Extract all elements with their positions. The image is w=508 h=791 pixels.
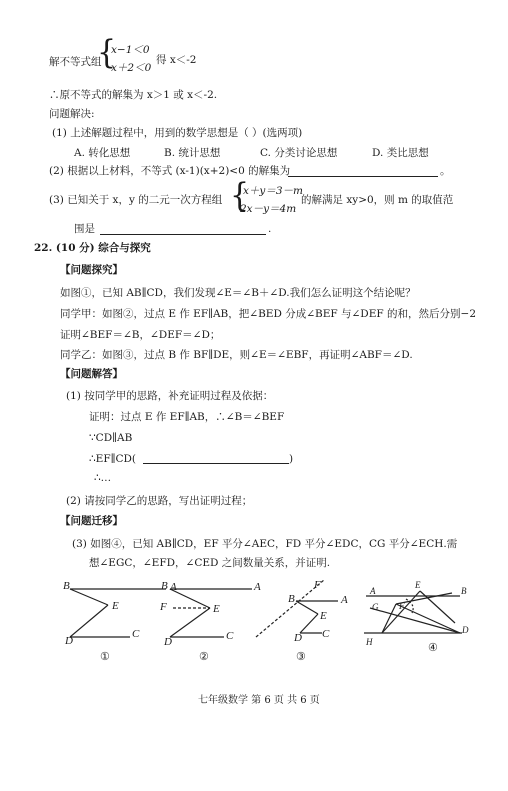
figure-2-label: ② [199, 651, 209, 663]
svg-text:B: B [461, 586, 467, 596]
svg-text:D: D [462, 625, 469, 635]
q22-sub1: (1) 按同学甲的思路，补充证明过程及依据： [66, 390, 274, 402]
figure-4-label: ④ [428, 642, 438, 654]
answer-blank-q2 [288, 176, 438, 177]
svg-text:F: F [314, 579, 321, 591]
figures-area [60, 575, 480, 665]
svg-text:E: E [112, 600, 119, 612]
svg-text:F: F [399, 601, 405, 611]
figure-3-label: ③ [296, 651, 306, 663]
section-problem-explore: 【问题探究】 [60, 264, 123, 276]
svg-text:B: B [63, 580, 70, 592]
option-b: B. 统计思想 [164, 147, 221, 159]
sys1-eq1: x−1＜0 [111, 44, 150, 56]
question-3-cont: 的解满足 xy>0，则 m 的取值范 [301, 194, 454, 206]
figure-3 [256, 579, 348, 663]
proof-reason-blank [143, 463, 289, 464]
solve-label: 解不等式组 [49, 56, 102, 68]
sys2-eq2: 2x－y＝4m [240, 203, 297, 215]
section-problem-answer: 【问题解答】 [60, 368, 123, 380]
svg-text:E: E [415, 580, 421, 590]
proof-line3: ∴EF∥CD( [89, 453, 137, 465]
q22-sub2: (2) 请按同学乙的思路，写出证明过程； [66, 495, 253, 507]
q22-sub3-line1: (3) 如图④，已知 AB∥CD，EF 平分∠AEC，FD 平分∠EDC，CG 平分∠ECH.需 [72, 538, 458, 550]
q22-sub3-line2: 想∠EGC，∠EFD，∠CED 之间数量关系，并证明. [89, 557, 331, 569]
answer-blank-q3 [100, 234, 266, 235]
q22-para2: 同学甲：如图②，过点 E 作 EF∥AB，把∠BED 分成∠BEF 与∠DEF 的和，然后分别−2 [60, 308, 476, 320]
option-d: D. 类比思想 [372, 147, 429, 159]
question-3-range: 围是 [74, 223, 95, 235]
question-3: (3) 已知关于 x，y 的二元一次方程组 [49, 194, 223, 206]
svg-text:D: D [164, 636, 172, 648]
sys2-eq1: x＋y＝3－m [243, 185, 303, 197]
svg-text:A: A [341, 594, 348, 606]
svg-text:H: H [366, 637, 373, 647]
svg-text:D: D [65, 635, 73, 647]
proof-line4: ∴… [94, 472, 112, 484]
question-1: (1) 上述解题过程中，用到的数学思想是（ ）(选两项) [52, 127, 303, 139]
svg-text:B: B [288, 593, 295, 605]
svg-text:C: C [132, 628, 140, 640]
svg-text:E: E [213, 603, 220, 615]
svg-text:A: A [370, 586, 376, 596]
conclusion-line: ∴原不等式的解集为 x＞1 或 x＜-2. [49, 89, 218, 101]
figure-1-label: ① [100, 651, 110, 663]
proof-line1: 证明：过点 E 作 EF∥AB，∴∠B＝∠BEF [89, 411, 285, 423]
svg-text:B: B [161, 580, 168, 592]
svg-text:C: C [322, 628, 330, 640]
q22-para3: 证明∠BEF＝∠B，∠DEF＝∠D； [60, 329, 221, 341]
problem-solving-heading: 问题解决: [49, 108, 95, 120]
sys1-result: 得 x＜-2 [156, 54, 197, 66]
svg-text:A: A [254, 581, 261, 593]
system2-brace: { [230, 176, 250, 215]
figure-4 [364, 580, 469, 654]
section-problem-transfer: 【问题迁移】 [60, 515, 123, 527]
q22-para1: 如图①，已知 AB∥CD，我们发现∠E＝∠B＋∠D.我们怎么证明这个结论呢？ [60, 287, 416, 299]
svg-text:D: D [294, 632, 302, 644]
figure-1 [63, 580, 177, 663]
svg-text:E: E [320, 610, 327, 622]
svg-text:A: A [170, 581, 177, 593]
option-a: A. 转化思想 [74, 147, 131, 159]
svg-text:C: C [226, 630, 234, 642]
option-c: C. 分类讨论思想 [260, 147, 338, 159]
question-2: (2) 根据以上材料，不等式 (x-1)(x+2)<0 的解集为 [49, 165, 291, 177]
system-brace: { [97, 33, 117, 72]
sys1-eq2: x＋2＜0 [111, 62, 152, 74]
page-footer: 七年级数学 第 6 页 共 6 页 [198, 695, 320, 706]
svg-text:G: G [372, 602, 379, 612]
q22-para4: 同学乙：如图③，过点 B 作 BF∥DE，则∠E＝∠EBF，再证明∠ABF＝∠D. [60, 349, 413, 361]
proof-line2: ∵CD∥AB [89, 432, 133, 444]
q22-heading: 22. (10 分) 综合与探究 [34, 242, 151, 254]
svg-text:F: F [160, 601, 167, 613]
